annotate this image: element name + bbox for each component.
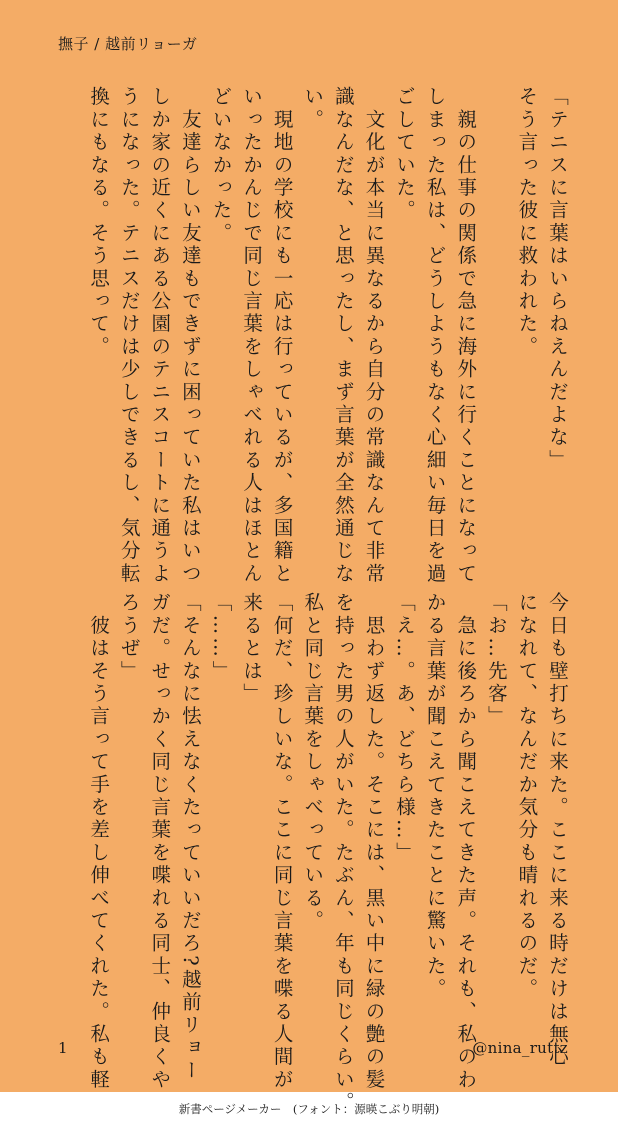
text-column: ろうぜ」 bbox=[117, 592, 141, 683]
text-column: 来るとは」 bbox=[240, 592, 264, 706]
text-column: を持った男の人がいた。たぶん、年も同じくらい。 bbox=[331, 592, 355, 1115]
text-column: 友達らしい友達もできずに困っていた私はいつ bbox=[178, 86, 202, 586]
text-column: 文化が本当に異なるから自分の常識なんて非常 bbox=[362, 86, 386, 586]
text-column: しか家の近くにある公園のテニスコートに通うよ bbox=[148, 86, 172, 586]
text-column: 思わず返した。そこには、黒い中に緑の艶の髪 bbox=[362, 592, 386, 1092]
text-column: 「……」 bbox=[209, 592, 233, 683]
text-column: ごしていた。 bbox=[393, 86, 417, 223]
text-column bbox=[480, 86, 511, 526]
text-column: かる言葉が聞こえてきたことに驚いた。 bbox=[423, 592, 447, 1001]
text-column: どいなかった。 bbox=[209, 86, 233, 245]
text-column: 彼はそう言って手を差し伸べてくれた。私も軽 bbox=[87, 592, 111, 1092]
text-column: うになった。テニスだけは少しできるし、気分転 bbox=[117, 86, 141, 586]
text-column: 「そんなに怯えなくたっていいだろ?越前リョー bbox=[178, 592, 202, 1083]
text-column: 識なんだな、と思ったし、まず言葉が全然通じな bbox=[331, 86, 355, 586]
text-column: 急に後ろから聞こえてきた声。それも、私のわ bbox=[454, 592, 478, 1092]
text-column: 今日も壁打ちに来た。ここに来る時だけは無心 bbox=[546, 592, 569, 1069]
maker-caption: 新書ページメーカー (フォント：源暎こぶり明朝) bbox=[178, 1102, 440, 1116]
text-column: 親の仕事の関係で急に海外に行くことになって bbox=[454, 86, 478, 586]
text-column: 「え…。あ、どちら様…」 bbox=[393, 592, 417, 865]
text-column: 「テニスに言葉はいらねえんだよな」 bbox=[546, 86, 569, 472]
text-column: 「お…先客」 bbox=[484, 592, 508, 729]
text-column: になれて、なんだか気分も晴れるのだ。 bbox=[515, 592, 539, 1001]
page-number: 1 bbox=[58, 1039, 68, 1057]
text-column: 換にもなる。そう思って。 bbox=[87, 86, 111, 359]
page-header-title: 撫子 / 越前リョーガ bbox=[58, 35, 198, 53]
text-column: いったかんじで同じ言葉をしゃべれる人はほとん bbox=[240, 86, 264, 586]
text-column: ガだ。せっかく同じ言葉を喋れる同士、仲良くや bbox=[148, 592, 172, 1092]
text-column: 私と同じ言葉をしゃべっている。 bbox=[301, 592, 325, 933]
author-handle: @nina_ruttz bbox=[472, 1039, 568, 1057]
text-column: 現地の学校にも一応は行っているが、多国籍と bbox=[270, 86, 294, 586]
text-block-top bbox=[83, 86, 573, 586]
text-column: 「何だ、珍しいな。ここに同じ言葉を喋る人間が bbox=[270, 592, 294, 1092]
text-column: しまった私は、どうしようもなく心細い毎日を過 bbox=[423, 86, 447, 586]
text-column: そう言った彼に救われた。 bbox=[515, 86, 539, 359]
text-column: い。 bbox=[301, 86, 325, 132]
